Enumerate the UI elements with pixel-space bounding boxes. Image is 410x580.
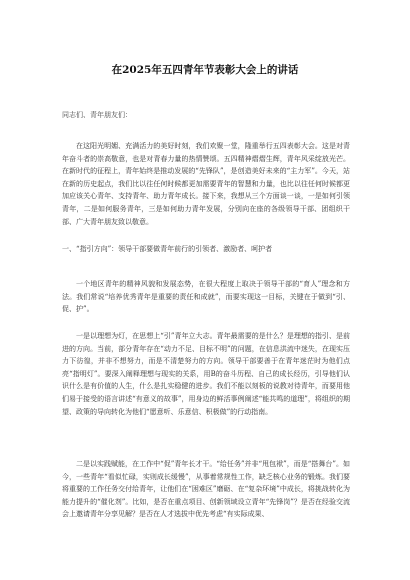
paragraph-ideals: 一是以理想为灯，在思想上“引”青年立大志。青年最需要的是什么？是理想的指引、是前进的方向。当前，部分青年存在“动力不足、目标不明”的问题，在信息洪流中迷失，在现实压力下彷徨，并非不想努力，而是不清楚努力的方向。领导干部要善于在青年迷茫时为他们点亮“指明灯”。要深入阐释理想与现实的关系，用B的奋斗历程、自己的成长经历，引导他们认识什么是有价值的人生，什么是扎实稳健的进步。我们不能以刻板的说教对待青年，而要用他们易于接受的语言讲述“有意义的故事”，用身边的鲜活事例阐述“能共鸣的道理”，将组织的期望、政策的导向转化为他们“愿意听、乐意信、积极做”的行动指南。 xyxy=(62,332,350,416)
document-title: 在2025年五四青年节表彰大会上的讲话 xyxy=(111,64,299,76)
section-heading: 一、“指引方向”：领导干部要做青年前行的引领者、激励者、呵护者 xyxy=(62,245,273,253)
paragraph-leadership: 一个地区青年的精神风貌和发展态势，在很大程度上取决于领导干部的“育人”理念和方法。我们常说“培养优秀青年是重要的责任和成就”，而要实现这一目标，关键在于做到“引、促、护”。 xyxy=(62,280,350,314)
paragraph-practice: 二是以实践赋能，在工作中“促”青年长才干。“给任务”并非“甩包袱”，而是“搭舞台”。如今，一些青年“看似忙碌，实则成长缓慢”，从事着常规性工作，缺乏核心业务的锻炼。我们要将重要的工作任务交付给青年，让他们在“困难区”磨砺、在“复杂环境”中成长，将挑战转化为能力提升的“催化剂”。比如，是否在重点项目、创新领域设立青年“先锋岗”？是否在经验交流会上邀请青年分享见解？是否在人才选拔中优先考虑“有实际成果、 xyxy=(62,460,350,519)
paragraph-intro: 在这阳光明媚、充满活力的美好时刻，我们欢聚一堂，隆重举行五四表彰大会。这是对青年奋斗者的崇高敬意，也是对青春力量的热情赞颂。五四精神熠熠生辉，青年风采绽放光芒。在新时代的征程上，青年始终是推动发展的“先锋队”，是创造美好未来的“主力军”。今天，站在新的历史起点，我们比以往任何时候都更加需要青年的智慧和力量，也比以往任何时候都更加应该关心青年、支持青年、助力青年成长。接下来，我想从三个方面谈一谈，一是如何引领青年，二是如何服务青年，三是如何助力青年发展，分别向在座的各级领导干部、团组织干部、广大青年朋友致以敬意。 xyxy=(62,142,350,226)
greeting: 同志们、青年朋友们： xyxy=(62,111,132,119)
